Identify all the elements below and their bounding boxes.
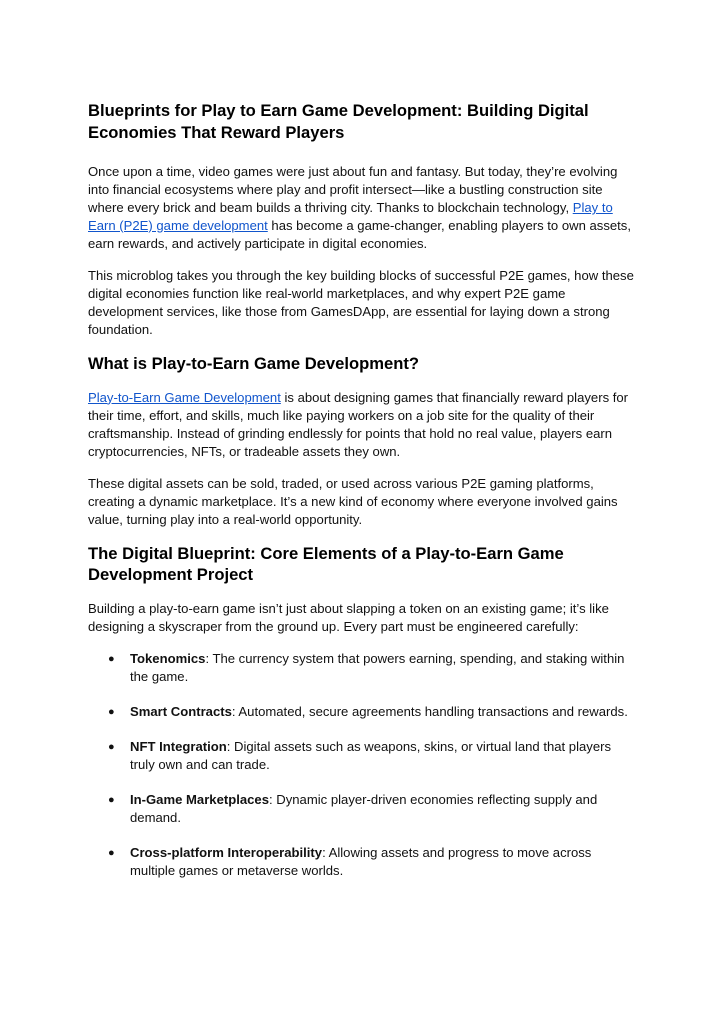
list-item-desc: : The currency system that powers earning, spending, and staking within the game. [130, 650, 625, 684]
list-item-term: Smart Contracts [130, 703, 232, 719]
bullet-icon: ● [108, 793, 115, 806]
list-item-desc: : Allowing assets and progress to move across multiple games or metaverse worlds. [130, 844, 592, 878]
bullet-icon: ● [108, 652, 115, 665]
intro-p1-text-after: has become a game-changer, enabling players to own assets, earn rewards, and actively participate in digital economies. [88, 218, 631, 251]
p2e-development-link[interactable]: Play to Earn (P2E) game development [88, 200, 613, 233]
list-item-desc: : Digital assets such as weapons, skins, or virtual land that players truly own and can trade. [130, 738, 612, 772]
list-item-term: In-Game Marketplaces [130, 791, 269, 807]
section1-paragraph-2: These digital assets can be sold, traded, or used across various P2E gaming platforms, creating a dynamic marketplace. It’s a new kind of economy where everyone involved gains value, turning play into a real-world opportunity. [88, 475, 618, 527]
list-item-desc: : Automated, secure agreements handling transactions and rewards. [231, 703, 628, 719]
list-item-term: Cross-platform Interoperability [130, 844, 323, 860]
list-item-term: Tokenomics [130, 650, 206, 666]
list-item-smart-contracts [88, 703, 636, 721]
list-item-cross-platform [88, 844, 636, 880]
intro-p1-text-before: Once upon a time, video games were just about fun and fantasy. But today, they’re evolving into financial ecosystems where play and profit intersect—like a bustling construction site where every brick and beam builds a thriving city. Thanks to blockchain technology, [88, 164, 618, 215]
list-item-nft-integration [88, 738, 636, 774]
bullet-icon: ● [108, 846, 115, 859]
bullet-icon: ● [108, 740, 115, 753]
section-heading-digital-blueprint: The Digital Blueprint: Core Elements of a Play-to-Earn Game Development Project [88, 543, 564, 584]
document-page [88, 100, 636, 897]
intro-paragraph-2: This microblog takes you through the key building blocks of successful P2E games, how these digital economies function like real-world marketplaces, and why expert P2E game development services, like those from GamesDApp, are essential for laying down a strong foundation. [88, 268, 634, 337]
section1-p1-text-after: is about designing games that financially reward players for their time, effort, and skills, much like paying workers on a job site for the quality of their craftsmanship. Instead of grinding endlessly for points that hold no real value, players earn cryptocurrencies, NFTs, or tradeable assets they own. [88, 389, 629, 459]
section1-paragraph-1 [88, 389, 636, 461]
core-elements-list [88, 650, 636, 880]
section-heading-what-is-p2e: What is Play-to-Earn Game Development? [88, 354, 420, 373]
list-item-desc: : Dynamic player-driven economies reflecting supply and demand. [130, 791, 598, 825]
section2-paragraph-1: Building a play-to-earn game isn’t just about slapping a token on an existing game; it’s like designing a skyscraper from the ground up. Every part must be engineered carefully: [88, 600, 609, 634]
list-item-tokenomics [88, 650, 636, 686]
list-item-term: NFT Integration [130, 738, 227, 754]
document-title: Blueprints for Play to Earn Game Development: Building Digital Economies That Reward Players [88, 101, 589, 142]
list-item-in-game-marketplaces [88, 791, 636, 827]
p2e-game-development-link[interactable]: Play-to-Earn Game Development [88, 389, 281, 405]
intro-paragraph-1 [88, 163, 636, 253]
bullet-icon: ● [108, 705, 115, 718]
